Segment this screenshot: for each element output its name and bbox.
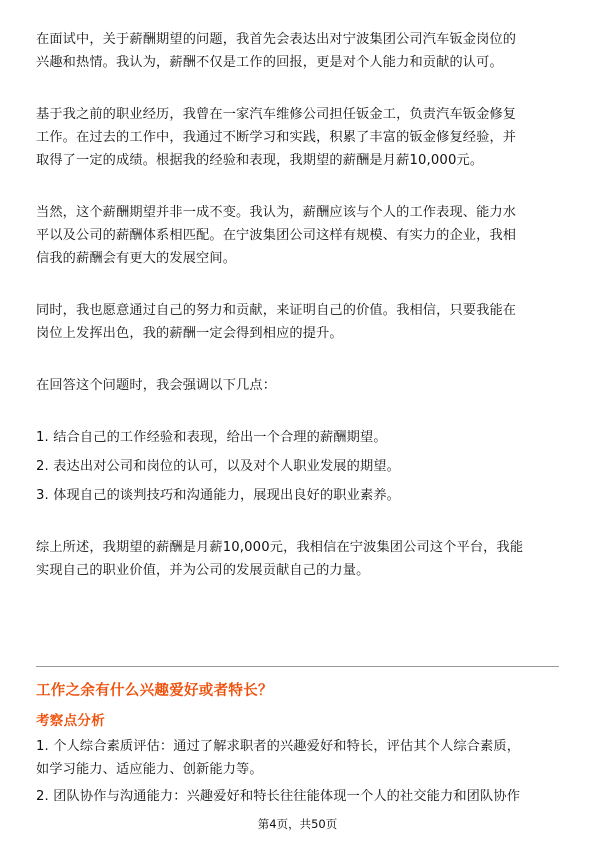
paragraph-flexibility [36, 201, 562, 270]
analysis-heading: 考察点分析 [36, 713, 105, 729]
list-item: 2. 表达出对公司和岗位的认可，以及对个人职业发展的期望。 [36, 459, 400, 474]
text-line: 如学习能力、适应能力、创新能力等。 [36, 762, 263, 777]
list-item [36, 735, 562, 781]
analysis-list [36, 735, 562, 812]
text-line: 岗位上发挥出色，我的薪酬一定会得到相应的提升。 [36, 326, 343, 341]
text-line: 同时，我也愿意通过自己的努力和贡献，来证明自己的价值。我相信，只要我能在 [36, 303, 517, 318]
list-item: 1. 结合自己的工作经验和表现，给出一个合理的薪酬期望。 [36, 430, 387, 445]
page-number: 第4页，共50页 [257, 817, 338, 831]
paragraph-points-intro [36, 374, 562, 397]
text-line: 平以及公司的薪酬体系相匹配。在宁波集团公司这样有规模、有实力的企业，我相 [36, 228, 517, 243]
text-line: 在面试中，关于薪酬期望的问题，我首先会表达出对宁波集团公司汽车钣金岗位的 [36, 32, 517, 47]
text-line: 当然，这个薪酬期望并非一成不变。我认为，薪酬应该与个人的工作表现、能力水 [36, 205, 517, 220]
text-line: 基于我之前的职业经历，我曾在一家汽车维修公司担任钣金工，负责汽车钣金修复 [36, 107, 517, 122]
text-line: 2. 团队协作与沟通能力：兴趣爱好和特长往往能体现一个人的社交能力和团队协作 [36, 789, 521, 804]
question-heading: 工作之余有什么兴趣爱好或者特长？ [36, 683, 273, 699]
text-line: 信我的薪酬会有更大的发展空间。 [36, 251, 237, 266]
text-line: 综上所述，我期望的薪酬是月薪10,000元，我相信在宁波集团公司这个平台，我能 [36, 540, 524, 555]
points-list [36, 426, 562, 507]
section-divider [36, 666, 559, 667]
paragraph-summary [36, 536, 562, 582]
paragraph-experience [36, 103, 562, 172]
paragraph-effort [36, 299, 562, 345]
text-line: 工作。在过去的工作中，我通过不断学习和实践，积累了丰富的钣金修复经验，并 [36, 130, 517, 145]
answer-body [36, 28, 562, 582]
list-item [36, 785, 562, 808]
text-line: 实现自己的职业价值，并为公司的发展贡献自己的力量。 [36, 563, 370, 578]
text-line: 在回答这个问题时，我会强调以下几点： [36, 378, 277, 393]
list-item: 3. 体现自己的谈判技巧和沟通能力，展现出良好的职业素养。 [36, 488, 400, 503]
text-line: 取得了一定的成绩。根据我的经验和表现，我期望的薪酬是月薪10,000元。 [36, 153, 484, 168]
text-line: 1. 个人综合素质评估：通过了解求职者的兴趣爱好和特长，评估其个人综合素质， [36, 739, 521, 754]
text-line: 兴趣和热情。我认为，薪酬不仅是工作的回报，更是对个人能力和贡献的认可。 [36, 55, 503, 70]
paragraph-intro [36, 28, 562, 74]
